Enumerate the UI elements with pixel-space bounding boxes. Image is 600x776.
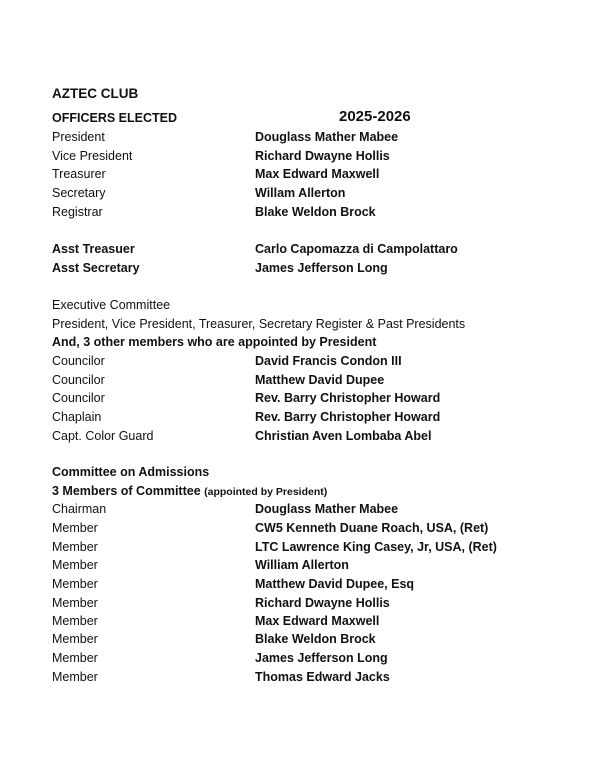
- admissions-subheading-text: 3 Members of Committee: [52, 484, 201, 498]
- executive-heading: Executive Committee: [52, 298, 171, 312]
- officers-heading: OFFICERS ELECTED: [52, 111, 178, 125]
- executive-name: David Francis Condon III: [255, 354, 402, 368]
- officer-name: Douglass Mather Mabee: [255, 130, 399, 144]
- assistant-role: Asst Treasuer: [52, 242, 135, 256]
- club-title: AZTEC CLUB: [52, 86, 139, 101]
- admissions-role: Member: [52, 540, 98, 554]
- admissions-name: Richard Dwayne Hollis: [255, 596, 390, 610]
- admissions-role: Member: [52, 596, 98, 610]
- officer-role: Treasurer: [52, 167, 106, 181]
- officer-role: Registrar: [52, 205, 103, 219]
- admissions-role: Member: [52, 577, 98, 591]
- executive-role: Councilor: [52, 373, 105, 387]
- admissions-name: CW5 Kenneth Duane Roach, USA, (Ret): [255, 521, 489, 535]
- officer-name: Blake Weldon Brock: [255, 205, 376, 219]
- assistant-name: James Jefferson Long: [255, 261, 388, 275]
- admissions-name: Blake Weldon Brock: [255, 632, 376, 646]
- admissions-role: Member: [52, 651, 98, 665]
- executive-note: And, 3 other members who are appointed by President: [52, 335, 377, 349]
- executive-description: President, Vice President, Treasurer, Secretary Register & Past Presidents: [52, 317, 466, 331]
- admissions-name: Douglass Mather Mabee: [255, 502, 399, 516]
- admissions-subheading-note: (appointed by President): [204, 486, 328, 498]
- executive-role: Councilor: [52, 391, 105, 405]
- admissions-role: Member: [52, 521, 98, 535]
- admissions-name: LTC Lawrence King Casey, Jr, USA, (Ret): [255, 540, 497, 554]
- admissions-name: James Jefferson Long: [255, 651, 388, 665]
- officer-role: Vice President: [52, 149, 133, 163]
- officer-name: Max Edward Maxwell: [255, 167, 380, 181]
- assistant-role: Asst Secretary: [52, 261, 140, 275]
- executive-name: Rev. Barry Christopher Howard: [255, 391, 441, 405]
- executive-name: Matthew David Dupee: [255, 373, 385, 387]
- admissions-subheading: [52, 482, 327, 500]
- officer-role: President: [52, 130, 105, 144]
- executive-role: Capt. Color Guard: [52, 429, 154, 443]
- admissions-heading: Committee on Admissions: [52, 465, 210, 479]
- executive-name: Rev. Barry Christopher Howard: [255, 410, 441, 424]
- officer-name: Willam Allerton: [255, 186, 346, 200]
- admissions-role: Member: [52, 670, 98, 684]
- admissions-role: Member: [52, 558, 98, 572]
- admissions-role: Chairman: [52, 502, 107, 516]
- admissions-name: Max Edward Maxwell: [255, 614, 380, 628]
- executive-name: Christian Aven Lombaba Abel: [255, 429, 432, 443]
- term-year: 2025-2026: [339, 108, 411, 125]
- admissions-name: Thomas Edward Jacks: [255, 670, 390, 684]
- officer-role: Secretary: [52, 186, 106, 200]
- admissions-role: Member: [52, 614, 98, 628]
- executive-role: Chaplain: [52, 410, 102, 424]
- officer-name: Richard Dwayne Hollis: [255, 149, 390, 163]
- admissions-name: Matthew David Dupee, Esq: [255, 577, 415, 591]
- executive-role: Councilor: [52, 354, 105, 368]
- admissions-role: Member: [52, 632, 98, 646]
- admissions-name: William Allerton: [255, 558, 349, 572]
- assistant-name: Carlo Capomazza di Campolattaro: [255, 242, 458, 256]
